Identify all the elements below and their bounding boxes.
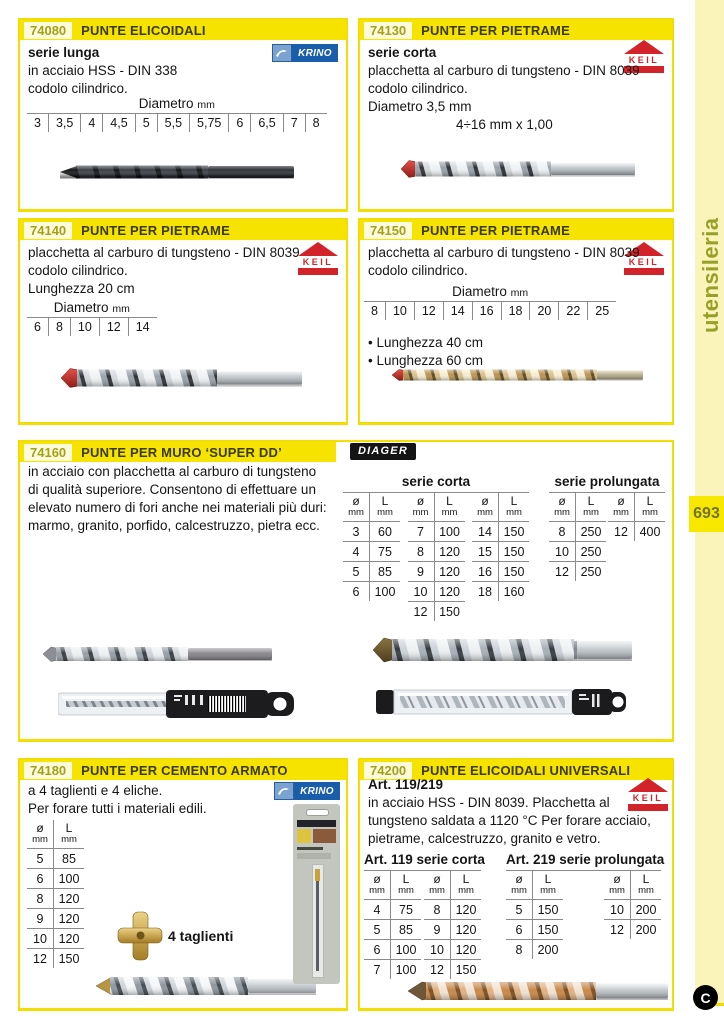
concrete-drill-bit-image [96, 972, 318, 1000]
super-dd-large-drill-bit-image [372, 632, 634, 668]
table-cell: 120 [455, 902, 477, 917]
description-line: placchetta al carburo di tungsteno - DIN 8039 [368, 63, 640, 78]
ol-table [604, 871, 661, 939]
table-cell: 5 [27, 849, 54, 868]
product-title: PUNTE PER CEMENTO ARMATO [81, 762, 288, 778]
diameter-value: 6,5 [250, 114, 282, 132]
blister-pack-image [293, 804, 340, 984]
ol-table [343, 493, 400, 601]
diameter-value: 8 [305, 114, 327, 132]
table-row [27, 908, 84, 928]
table-cell: 75 [378, 544, 392, 559]
table-row [364, 939, 421, 959]
diameter-value: 3 [34, 116, 41, 130]
product-title: PUNTE PER PIETRAME [421, 222, 570, 238]
table-cell: 6 [343, 582, 370, 601]
product-title: PUNTE PER PIETRAME [421, 22, 570, 38]
description-line: Lunghezza 20 cm [28, 281, 135, 296]
table-cell: 400 [639, 524, 661, 539]
description-line: Per forare tutti i materiali edili. [28, 801, 207, 816]
table-row [343, 561, 400, 581]
table-cell: 150 [455, 962, 477, 977]
diameter-value: 6 [228, 114, 250, 132]
universal-drill-bit-image [408, 976, 670, 1006]
table-header-cell: ø mm [343, 493, 370, 521]
serie-corta-title: serie corta [343, 474, 529, 493]
krino-logo [272, 44, 338, 62]
table-cell: 100 [395, 942, 417, 957]
product-code: 74180 [24, 762, 72, 779]
table-cell: 75 [399, 902, 413, 917]
blister-label-photo [297, 829, 311, 843]
krino-logo-text: KRINO [292, 44, 338, 62]
diameter-value: 6 [34, 320, 41, 334]
diameter-value: 10 [385, 302, 414, 320]
serie-prolungata-table [549, 474, 665, 581]
table-cell: 12 [27, 949, 54, 968]
diameter-table-label: Diametro mm [452, 284, 529, 299]
table-cell: 120 [439, 584, 460, 599]
table-header-row [608, 493, 665, 521]
table-cell: 85 [62, 851, 76, 866]
table-cell: 7 [408, 522, 435, 541]
table-row [408, 601, 465, 621]
ol-table [424, 871, 481, 979]
masonry-drill-bit-image [60, 364, 304, 392]
table-cell: 120 [58, 911, 80, 926]
keil-roof-icon [628, 778, 668, 792]
table-row [472, 521, 529, 541]
description-line: placchetta al carburo di tungsteno - DIN 8039 [368, 245, 640, 260]
table-header-cell: ø mm [472, 493, 499, 521]
serie-corta-table [343, 474, 529, 621]
product-code: 74200 [364, 762, 412, 779]
table-cell: 85 [378, 564, 392, 579]
table-row [27, 948, 84, 968]
description-line: placchetta al carburo di tungsteno - DIN 8039 [28, 245, 300, 260]
cell-header [20, 220, 346, 240]
art219-table [506, 852, 665, 959]
description-line: codolo cilindrico. [368, 263, 468, 278]
table-header-cell: ø mm [27, 820, 54, 848]
ol-table [408, 493, 465, 621]
ol-table [364, 871, 421, 979]
product-code: 74140 [24, 222, 72, 239]
diameter-value: 8 [48, 318, 70, 336]
product-code: 74160 [24, 444, 72, 461]
table-cell: 100 [374, 584, 396, 599]
diameter-value: 14 [128, 318, 157, 336]
packaged-drill-sleeve-image [58, 688, 296, 720]
diameter-value: 4 [80, 114, 102, 132]
table-row [408, 541, 465, 561]
table-cell: 9 [27, 909, 54, 928]
cell-header [20, 442, 336, 462]
table-header-row [343, 493, 400, 521]
table-row [506, 919, 563, 939]
table-cell: 200 [635, 922, 657, 937]
keil-base-shape [624, 268, 664, 275]
description-paragraph: in acciaio HSS - DIN 8039. Placchetta al tungsteno saldata a 1120 °C Per forare acciaio, pietrame, calcestruzzo, granito e vetro. [368, 795, 651, 846]
cell-header [360, 20, 672, 40]
cell-header [20, 20, 346, 40]
cell-header [360, 220, 672, 240]
table-cell: 8 [27, 889, 54, 908]
product-title: PUNTE PER PIETRAME [81, 222, 230, 238]
series-label: serie lunga [28, 45, 100, 60]
blister-drill-tip [315, 869, 320, 881]
four-cutter-tip-image [116, 910, 164, 962]
diameter-value: 4,5 [102, 114, 134, 132]
diameter-value: 5,5 [157, 114, 189, 132]
diameter-value: 14 [443, 302, 472, 320]
table-cell: 9 [424, 920, 451, 939]
product-code: 74150 [364, 222, 412, 239]
ol-table [506, 871, 563, 959]
table-cell: 8 [408, 542, 435, 561]
serie-corta-groups [343, 493, 529, 621]
table-cell: 5 [364, 920, 391, 939]
product-cell-74140 [18, 218, 348, 425]
table-cell: 4 [364, 900, 391, 919]
table-header-cell: L mm [377, 494, 393, 518]
table-cell: 12 [608, 522, 635, 541]
table-cell: 120 [439, 564, 460, 579]
table-row [424, 939, 481, 959]
table-row [364, 899, 421, 919]
krino-swoosh-icon [274, 782, 294, 800]
table-cell: 250 [580, 544, 602, 559]
description-line: codolo cilindrico. [368, 81, 468, 96]
table-row [27, 848, 84, 868]
table-row [472, 561, 529, 581]
krino-swoosh-icon [272, 44, 292, 62]
table-cell: 12 [408, 602, 435, 621]
table-cell: 150 [537, 902, 559, 917]
krino-logo-text: KRINO [294, 782, 340, 800]
table-row [408, 581, 465, 601]
diameter-values-row [364, 301, 616, 320]
table-cell: 100 [439, 524, 460, 539]
long-masonry-drill-bit-image [392, 366, 644, 384]
table-header-cell: L mm [642, 494, 658, 518]
keil-logo-text: KEIL [628, 55, 660, 65]
publisher-mark-icon: C [693, 985, 718, 1010]
table-cell: 10 [549, 542, 576, 561]
art219-groups [506, 871, 661, 959]
keil-logo-text: KEIL [628, 257, 660, 267]
diameter-table-label: Diametro mm [138, 96, 215, 111]
table-row [549, 541, 606, 561]
diameter-value: 5 [135, 114, 157, 132]
table-header-row [408, 493, 465, 521]
table-row [27, 928, 84, 948]
blister-tube [312, 864, 324, 978]
diameter-table [27, 300, 157, 336]
diameter-values-row [27, 317, 157, 336]
blister-label-stripe [313, 829, 336, 843]
table-row [549, 521, 606, 541]
table-row [506, 939, 563, 959]
serie-prolungata-title: serie prolungata [549, 474, 665, 493]
diager-logo: DIAGER [350, 443, 416, 460]
table-header-cell: ø mm [424, 871, 451, 899]
table-cell: 5 [506, 900, 533, 919]
blister-hang-slot [306, 809, 329, 816]
blister-label-icons [297, 853, 331, 859]
keil-base-shape [298, 268, 338, 275]
description-line: codolo cilindrico. [28, 263, 128, 278]
description-line: codolo cilindrico. [28, 81, 128, 96]
product-code: 74080 [24, 22, 72, 39]
table-cell: 100 [58, 871, 80, 886]
table-cell: 200 [635, 902, 657, 917]
table-cell: 10 [424, 940, 451, 959]
diameter-value: 18 [501, 302, 530, 320]
table-cell: 3 [343, 522, 370, 541]
product-title: PUNTE ELICOIDALI [81, 22, 206, 38]
table-header-row [506, 871, 563, 899]
table-cell: 150 [439, 604, 460, 619]
table-cell: 8 [506, 940, 533, 959]
length-option: • Lunghezza 60 cm [368, 353, 484, 368]
diameter-value: 10 [70, 318, 99, 336]
table-header-row [549, 493, 606, 521]
table-header-cell: L mm [638, 872, 654, 896]
table-row [604, 919, 661, 939]
table-cell: 8 [549, 522, 576, 541]
blister-label-band [297, 820, 336, 827]
diameter-value: 16 [472, 302, 501, 320]
diameter-value: 20 [529, 302, 558, 320]
diameter-value: 5,75 [189, 114, 228, 132]
table-row [343, 521, 400, 541]
diameter-value: 12 [99, 318, 128, 336]
table-header-row [472, 493, 529, 521]
table-cell: 8 [424, 900, 451, 919]
table-cell: 7 [364, 960, 391, 979]
product-title: PUNTE ELICOIDALI UNIVERSALI [421, 762, 631, 778]
table-cell: 100 [395, 962, 417, 977]
table-cell: 160 [503, 584, 525, 599]
table-cell: 6 [506, 920, 533, 939]
krino-logo [274, 782, 340, 800]
product-cell-74150 [358, 218, 674, 425]
size-table [27, 820, 87, 968]
table-header-cell: ø mm [608, 493, 635, 521]
diameter-table [364, 284, 616, 320]
blister-label-textline [297, 847, 323, 850]
diameter-value: 3,5 [48, 114, 80, 132]
diameter-value: 8 [371, 304, 378, 318]
hss-drill-bit-image [60, 162, 296, 182]
table-row [343, 581, 400, 601]
table-cell: 10 [27, 929, 54, 948]
diameter-values-row [27, 113, 327, 132]
keil-logo-text: KEIL [302, 257, 334, 267]
product-title: PUNTE PER MURO ‘SUPER DD’ [81, 444, 282, 460]
ol-table [608, 493, 665, 541]
four-cutters-annotation: 4 taglienti [168, 928, 234, 944]
product-cell-74130 [358, 18, 674, 212]
table-header-cell: L mm [506, 494, 522, 518]
article-number: Art. 119/219 [368, 777, 444, 792]
super-dd-drill-bit-image [42, 642, 274, 666]
description-line: 4÷16 mm x 1,00 [456, 117, 553, 132]
table-header-row [424, 871, 481, 899]
diameter-value: 7 [283, 114, 305, 132]
table-cell: 18 [472, 582, 499, 601]
description-paragraph: in acciaio con placchetta al carburo di tungsteno di qualità superiore. Consentono di effettuare un elevato numero di fori anche nei materiali più duri: marmo, granito, porfido, calcestruzzo, pietra ecc. [28, 464, 327, 533]
diameter-table [27, 96, 327, 132]
product-cell-74200 [358, 758, 674, 1011]
table-cell: 60 [378, 524, 392, 539]
description-line: Diametro 3,5 mm [368, 99, 472, 114]
ol-table [549, 493, 606, 581]
table-cell: 12 [549, 562, 576, 581]
table-header-cell: ø mm [604, 871, 631, 899]
table-row [27, 868, 84, 888]
table-cell: 150 [503, 544, 525, 559]
table-row [343, 541, 400, 561]
diameter-value: 22 [558, 302, 587, 320]
table-cell: 10 [604, 900, 631, 919]
diameter-table-label: Diametro mm [53, 300, 130, 315]
table-row [472, 581, 529, 601]
table-header-cell: ø mm [506, 871, 533, 899]
table-cell: 9 [408, 562, 435, 581]
ol-table [472, 493, 529, 601]
art119-table [364, 852, 485, 979]
table-cell: 5 [343, 562, 370, 581]
ol-table [27, 820, 84, 968]
serie-prolungata-groups [549, 493, 665, 581]
table-header-cell: ø mm [408, 493, 435, 521]
table-cell: 250 [580, 564, 602, 579]
product-cell-74180 [18, 758, 348, 1011]
table-cell: 14 [472, 522, 499, 541]
table-row [27, 888, 84, 908]
table-header-cell: L mm [61, 821, 77, 845]
table-header-cell: ø mm [364, 871, 391, 899]
keil-roof-icon [624, 40, 664, 54]
table-row [364, 919, 421, 939]
table-header-row [27, 820, 84, 848]
diameter-value: 12 [414, 302, 443, 320]
table-cell: 150 [58, 951, 80, 966]
blister-drill-bit [316, 869, 319, 971]
table-row [408, 561, 465, 581]
table-cell: 120 [455, 922, 477, 937]
table-cell: 120 [58, 891, 80, 906]
length-option: • Lunghezza 40 cm [368, 335, 484, 350]
table-cell: 120 [439, 544, 460, 559]
table-header-row [364, 871, 421, 899]
table-cell: 150 [503, 524, 525, 539]
cell-header [20, 760, 346, 780]
table-cell: 6 [27, 869, 54, 888]
table-cell: 15 [472, 542, 499, 561]
description-line: a 4 taglienti e 4 eliche. [28, 783, 163, 798]
keil-logo-text: KEIL [632, 793, 664, 803]
table-cell: 12 [604, 920, 631, 939]
table-cell: 6 [364, 940, 391, 959]
table-cell: 16 [472, 562, 499, 581]
table-cell: 12 [424, 960, 451, 979]
table-header-cell: L mm [583, 494, 599, 518]
table-header-row [604, 871, 661, 899]
category-tab-label: utensileria [698, 217, 723, 333]
table-cell: 85 [399, 922, 413, 937]
table-header-cell: L mm [398, 872, 414, 896]
table-cell: 150 [537, 922, 559, 937]
table-row [608, 521, 665, 541]
keil-logo [298, 242, 338, 275]
table-header-cell: L mm [458, 872, 474, 896]
table-row [424, 919, 481, 939]
diameter-value: 25 [587, 302, 616, 320]
packaged-drill-tube-image [376, 686, 626, 718]
table-cell: 150 [503, 564, 525, 579]
table-row [424, 899, 481, 919]
keil-roof-icon [298, 242, 338, 256]
product-cell-74160 [18, 440, 674, 742]
table-header-cell: L mm [441, 494, 458, 518]
table-row [604, 899, 661, 919]
table-row [408, 521, 465, 541]
table-cell: 200 [537, 942, 559, 957]
table-header-cell: L mm [540, 872, 556, 896]
product-cell-74080 [18, 18, 348, 212]
art119-title: Art. 119 serie corta [364, 852, 481, 871]
table-cell: 10 [408, 582, 435, 601]
size-table-groups [27, 820, 87, 968]
page-number-badge: 693 [689, 496, 724, 532]
product-code: 74130 [364, 22, 412, 39]
table-cell: 120 [455, 942, 477, 957]
table-row [472, 541, 529, 561]
table-header-cell: ø mm [549, 493, 576, 521]
table-cell: 120 [58, 931, 80, 946]
table-row [506, 899, 563, 919]
description-line: in acciaio HSS - DIN 338 [28, 63, 178, 78]
art219-title: Art. 219 serie prolungata [506, 852, 661, 871]
art119-groups [364, 871, 481, 979]
series-label: serie corta [368, 45, 437, 60]
table-row [549, 561, 606, 581]
table-cell: 4 [343, 542, 370, 561]
masonry-drill-bit-image [400, 156, 636, 182]
table-cell: 250 [580, 524, 602, 539]
